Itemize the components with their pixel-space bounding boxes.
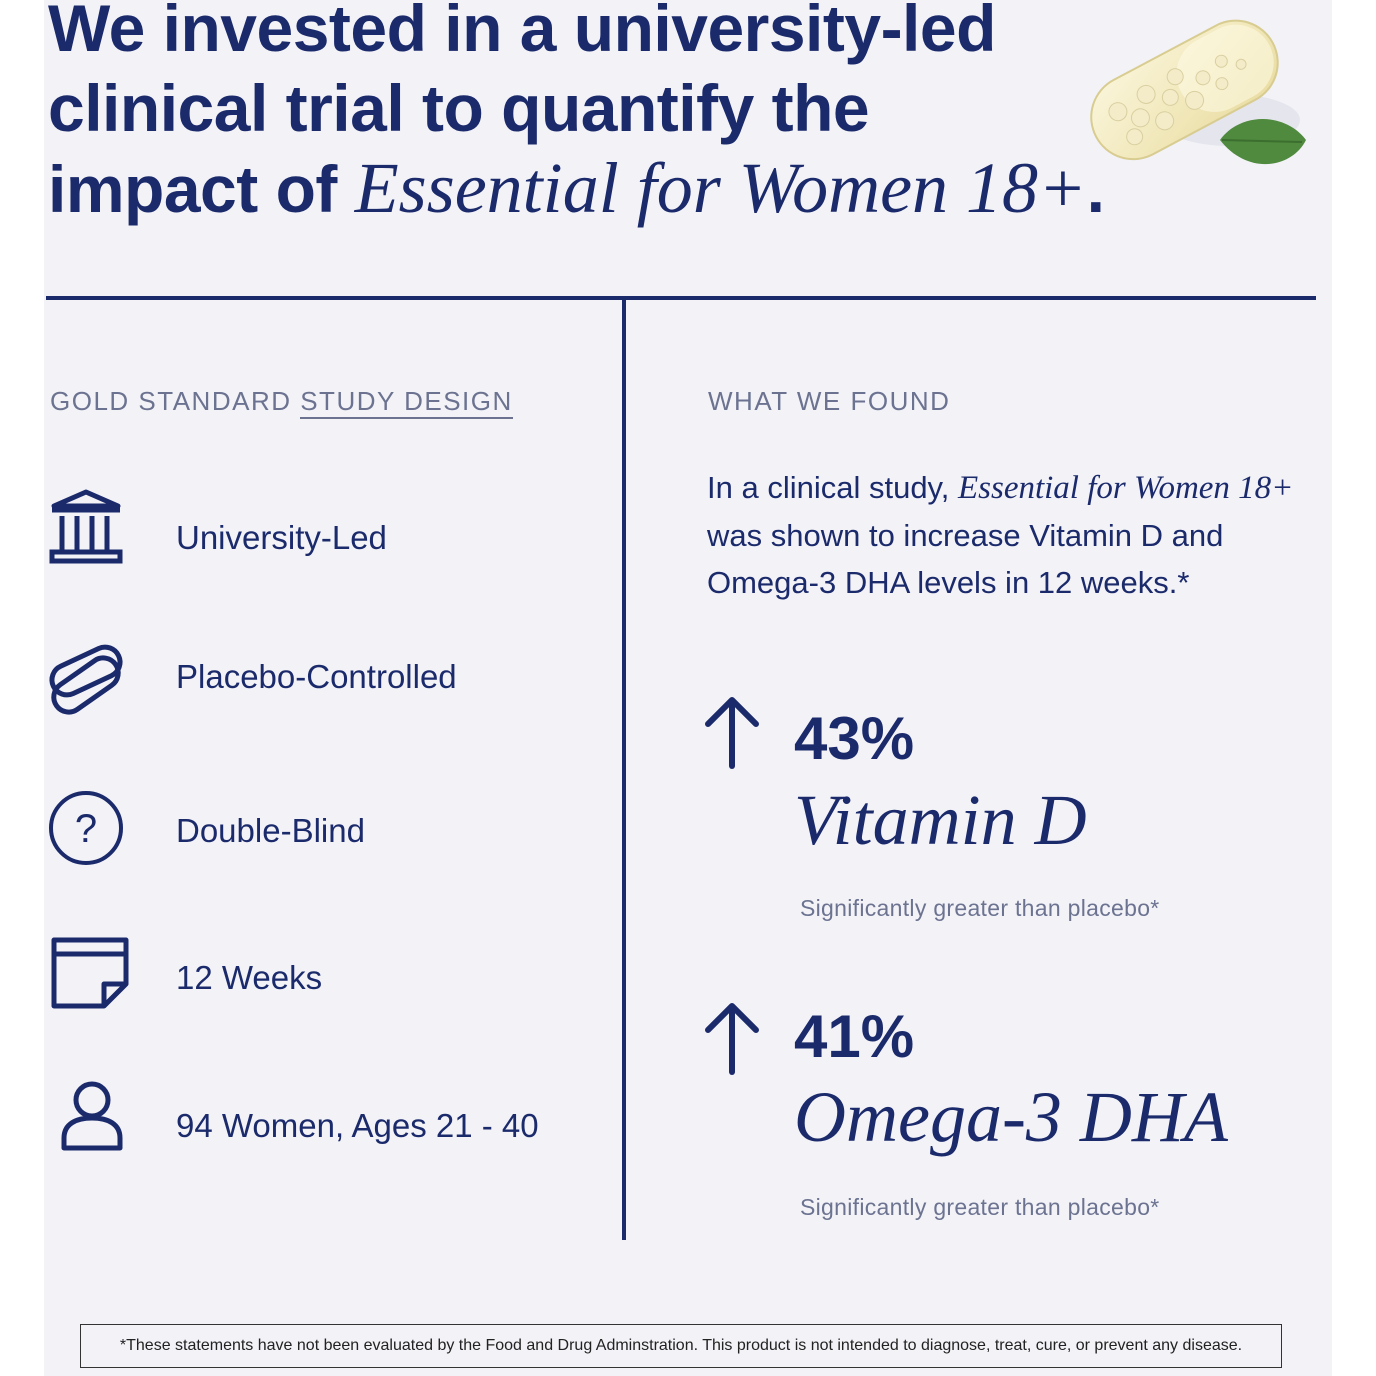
stat-note-vitamin-d: Significantly greater than placebo*: [800, 895, 1160, 921]
findings-heading: WHAT WE FOUND: [708, 386, 951, 416]
person-icon: [52, 1080, 132, 1160]
capsules-icon: [46, 636, 126, 716]
study-feature-label-placebo: Placebo-Controlled: [176, 658, 457, 695]
headline-line-1: We invested in a university-led: [48, 0, 996, 65]
study-design-link[interactable]: STUDY DESIGN: [300, 386, 513, 419]
svg-text:?: ?: [74, 807, 98, 851]
vertical-divider: [622, 298, 626, 1240]
stat-name-vitamin-d: Vitamin D: [794, 780, 1087, 860]
headline-line-3-prefix: impact of: [48, 152, 355, 226]
page-headline: [48, 0, 1148, 229]
headline-product-name: Essential for Women 18+: [354, 148, 1087, 228]
study-design-heading: GOLD STANDARD STUDY DESIGN: [50, 386, 513, 417]
stat-name-omega-3: Omega-3 DHA: [794, 1077, 1228, 1157]
fda-disclaimer: *These statements have not been evaluated by the Food and Drug Adminstration. This product is not intended to diagnose, treat, cure, or prevent any disease.: [80, 1324, 1282, 1368]
horizontal-divider: [46, 296, 1316, 300]
study-feature-label-double-blind: Double-Blind: [176, 812, 365, 849]
up-arrow-icon: [702, 1000, 762, 1076]
findings-intro: In a clinical study, Essential for Women 18+ was shown to increase Vitamin D and Omega-3 DHA levels in 12 weeks.*: [707, 470, 1294, 600]
university-building-icon: [48, 486, 128, 566]
up-arrow-icon: [702, 694, 762, 770]
study-feature-label-university: University-Led: [176, 519, 387, 556]
findings-product-name: Essential for Women 18+: [957, 470, 1294, 506]
capsule-product-image: [1070, 0, 1320, 200]
study-feature-label-duration: 12 Weeks: [176, 959, 323, 996]
headline-line-2: clinical trial to quantify the: [48, 71, 870, 145]
stat-value-vitamin-d: 43%: [794, 705, 915, 772]
study-feature-label-participants: 94 Women, Ages 21 - 40: [176, 1107, 539, 1144]
headline-line-3-suffix: .: [1086, 152, 1105, 226]
question-circle-icon: [46, 788, 126, 868]
stat-value-omega-3: 41%: [794, 1003, 915, 1070]
stat-note-omega-3: Significantly greater than placebo*: [800, 1194, 1160, 1220]
calendar-page-icon: [50, 936, 130, 1016]
